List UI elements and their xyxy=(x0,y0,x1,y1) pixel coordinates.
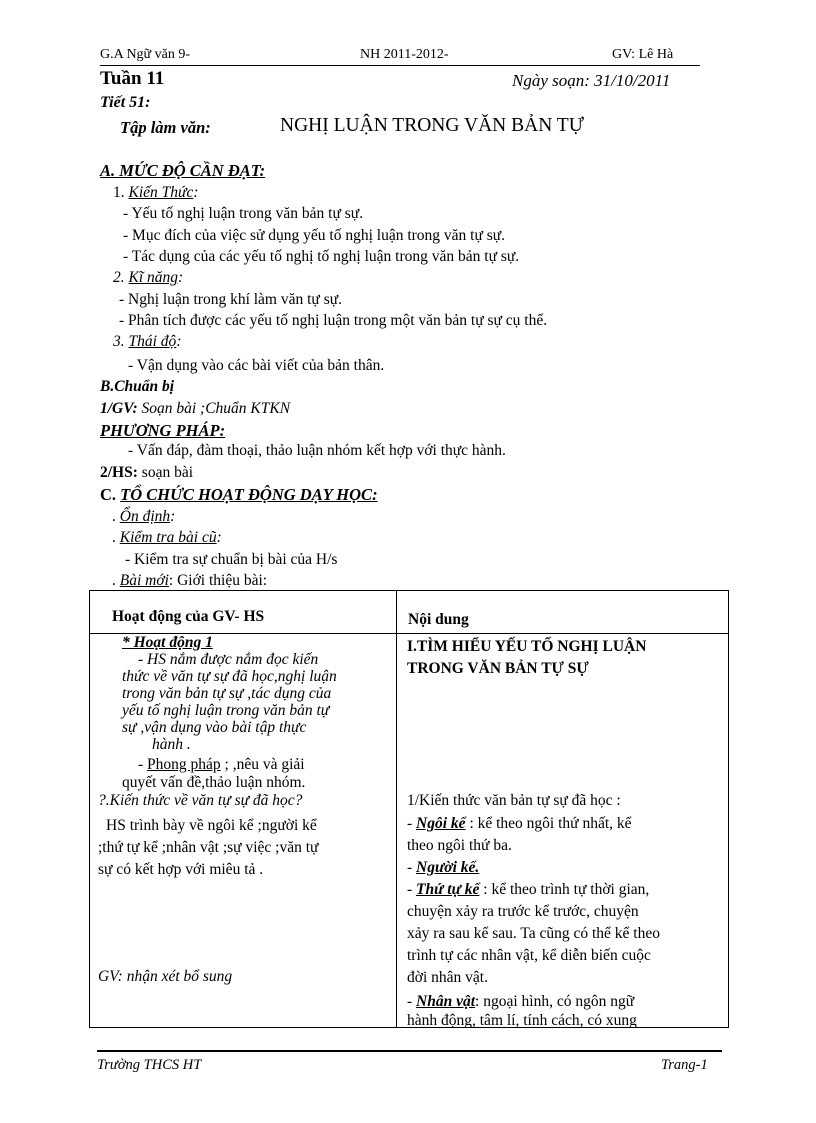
knowledge-colon: : xyxy=(193,184,199,201)
item-text: : kể theo trình tự thời gian, xyxy=(479,881,650,898)
answer-line: HS trình bày về ngôi kể ;người kể xyxy=(106,817,317,834)
step-label: Ổn định xyxy=(119,508,171,525)
term: Người kể. xyxy=(416,859,480,876)
gv-text: Soạn bài ;Chuẩn KTKN xyxy=(137,400,291,417)
method-suffix: ; ,nêu và giải xyxy=(220,756,305,773)
gv-comment: GV: nhận xét bổ sung xyxy=(98,968,233,985)
content-cell xyxy=(397,634,729,1028)
week-label: Tuần 11 xyxy=(100,68,165,89)
col1-header-cell xyxy=(90,591,397,634)
method-prefix: - xyxy=(138,756,148,773)
item-line: hành động, tâm lí, tính cách, có xung xyxy=(407,1012,637,1027)
item-ngoi-ke: - Ngôi kể : kể theo ngôi thứ nhất, kể xyxy=(407,815,632,832)
activity-label: * Hoạt động 1 xyxy=(122,634,213,651)
section-c-prefix: C. xyxy=(100,485,121,504)
question: ?.Kiến thức về văn tự sự đã học? xyxy=(98,792,303,809)
term: Ngôi kể xyxy=(416,815,466,832)
gv-prep xyxy=(100,400,290,418)
item-nhan-vat: - Nhân vật: ngoại hình, có ngôn ngữ xyxy=(407,993,635,1010)
item-line: trình tự các nhân vật, kể diễn biến cuộc xyxy=(407,947,651,964)
knowledge-heading xyxy=(113,184,199,202)
header-rule xyxy=(100,65,700,66)
item-text: : kể theo ngôi thứ nhất, kể xyxy=(465,815,632,832)
attitude-label: Thái độ xyxy=(128,333,177,350)
section-i-title xyxy=(407,638,646,656)
method-line xyxy=(138,756,305,774)
skills-item: - Phân tích được các yếu tố nghị luận trong một văn bản tự sự cụ thể. xyxy=(119,312,548,329)
section-b-heading: B.Chuẩn bị xyxy=(100,378,175,395)
prep-date: Ngày soạn: 31/10/2011 xyxy=(512,71,671,90)
item-nguoi-ke: - Người kể. xyxy=(407,859,480,876)
section-i-number: I. xyxy=(407,638,417,655)
objective-line: thức về văn tự sự đã học,nghị luận xyxy=(122,668,337,685)
header-center: NH 2011-2012- xyxy=(360,47,449,62)
method-label: Phong pháp xyxy=(147,756,221,773)
check-text: - Kiểm tra sự chuẩn bị bài của H/s xyxy=(125,551,338,568)
col2-header: Nội dung xyxy=(408,611,469,628)
term: Nhân vật xyxy=(416,993,476,1010)
item-line: chuyện xảy ra trước kể trước, chuyện xyxy=(407,903,639,920)
method-heading: PHƯƠNG PHÁP: xyxy=(100,421,226,440)
header-right: GV: Lê Hà xyxy=(612,47,674,62)
step-label: Kiểm tra bài cũ xyxy=(119,529,217,546)
skills-colon: : xyxy=(178,269,184,286)
item-line: xảy ra sau kể sau. Ta cũng có thể kể theo xyxy=(407,925,660,942)
item-line: theo ngôi thứ ba. xyxy=(407,837,512,854)
skills-number: 2. xyxy=(113,269,125,286)
activity-cell xyxy=(90,634,397,1028)
skills-label: Kĩ năng xyxy=(128,269,179,286)
footer-school: Trường THCS HT xyxy=(97,1057,202,1073)
footer-rule xyxy=(97,1050,722,1052)
lesson-table xyxy=(89,590,729,1028)
step-check xyxy=(112,529,222,547)
term: Thứ tự kể xyxy=(416,881,480,898)
objective-line: sự ,vận dụng vào bài tập thực xyxy=(122,719,307,736)
step-suffix: : xyxy=(216,529,222,546)
section-c-heading xyxy=(100,485,378,505)
step-settle xyxy=(112,508,175,526)
method-line-2: quyết vấn đề,thảo luận nhóm. xyxy=(122,774,306,791)
sub-heading: 1/Kiến thức văn bản tự sự đã học : xyxy=(407,792,621,809)
item-thu-tu-ke: - Thứ tự kể : kể theo trình tự thời gian, xyxy=(407,881,650,898)
section-i-title-line1: TÌM HIỂU YẾU TỐ NGHỊ LUẬN xyxy=(416,638,647,655)
item-line: đời nhân vật. xyxy=(407,969,488,986)
knowledge-number: 1. xyxy=(113,184,125,201)
knowledge-item: - Tác dụng của các yếu tố nghị tố nghị luận trong văn bản tự sự. xyxy=(123,248,520,265)
objective-line: yếu tố nghị luận trong văn bản tự xyxy=(122,702,330,719)
new-lesson-prefix: . xyxy=(112,572,120,589)
method-text: - Vấn đáp, đàm thoại, thảo luận nhóm kết hợp với thực hành. xyxy=(128,442,506,459)
objective-line: trong văn bản tự sự ,tác dụng của xyxy=(122,685,332,702)
section-a-heading: A. MỨC ĐỘ CẦN ĐẠT: xyxy=(100,161,266,180)
header-left: G.A Ngữ văn 9- xyxy=(100,47,191,62)
lesson-title: NGHỊ LUẬN TRONG VĂN BẢN TỰ xyxy=(280,115,584,136)
step-prefix: . xyxy=(112,529,120,546)
new-lesson xyxy=(112,572,267,590)
subject-label: Tập làm văn: xyxy=(120,118,211,137)
col2-header-cell xyxy=(397,591,729,634)
step-prefix: . xyxy=(112,508,120,525)
answer-line: ;thứ tự kể ;nhân vật ;sự việc ;văn tự xyxy=(98,839,319,856)
knowledge-label: Kiến Thức xyxy=(128,184,194,201)
section-i-title-line2: TRONG VĂN BẢN TỰ SỰ xyxy=(407,660,589,677)
hs-label: 2/HS: xyxy=(100,464,138,481)
section-c-title: TỔ CHỨC HOẠT ĐỘNG DẠY HỌC: xyxy=(120,485,378,504)
skills-item: - Nghị luận trong khí làm văn tự sự. xyxy=(119,291,343,308)
skills-heading xyxy=(113,269,183,287)
knowledge-item: - Mục đích của việc sử dụng yếu tố nghị luận trong văn tự sự. xyxy=(123,227,506,244)
attitude-item: - Vận dụng vào các bài viết của bản thân. xyxy=(128,357,385,374)
gv-label: 1/GV: xyxy=(100,400,138,417)
answer-line: sự có kết hợp với miêu tả . xyxy=(98,861,264,878)
new-lesson-label: Bài mới xyxy=(119,572,169,589)
col1-header: Hoạt động của GV- HS xyxy=(112,608,265,625)
footer-page: Trang-1 xyxy=(661,1057,708,1073)
item-text: : ngoại hình, có ngôn ngữ xyxy=(475,993,635,1010)
new-lesson-suffix: : Giới thiệu bài: xyxy=(168,572,268,589)
objective-line: - HS nắm được nắm đọc kiến xyxy=(138,651,319,668)
attitude-heading xyxy=(113,333,181,351)
step-suffix: : xyxy=(170,508,176,525)
objective-line: hành . xyxy=(152,736,191,753)
knowledge-item: - Yếu tố nghị luận trong văn bản tự sự. xyxy=(123,205,364,222)
hs-text: soạn bài xyxy=(137,464,194,481)
hs-prep xyxy=(100,464,193,482)
attitude-colon: : xyxy=(176,333,182,350)
period-label: Tiết 51: xyxy=(100,94,151,111)
attitude-number: 3. xyxy=(113,333,125,350)
